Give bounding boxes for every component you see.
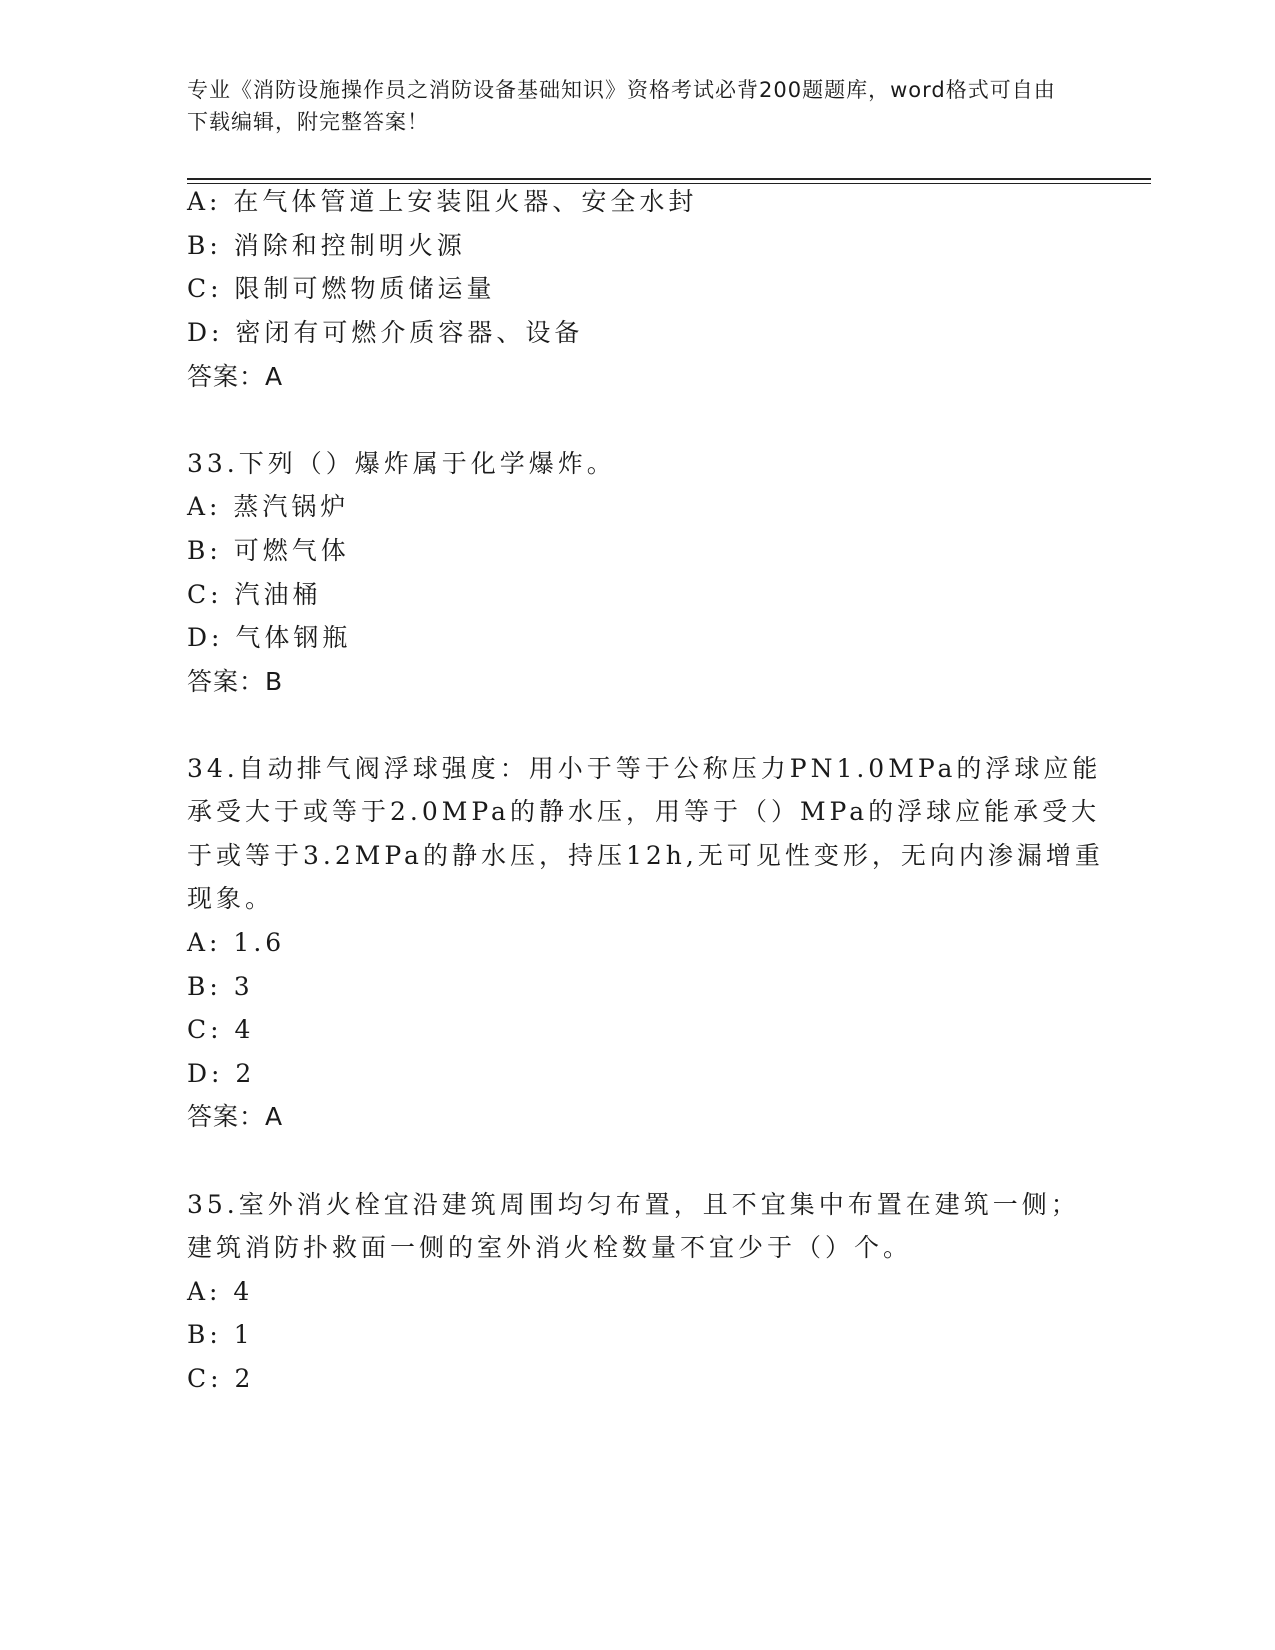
q35-question-line-2: 建筑消防扑救面一侧的室外消火栓数量不宜少于（）个。 [187, 1233, 913, 1262]
q33-answer: 答案：B [187, 667, 284, 696]
q32-option-d: D: 密闭有可燃介质容器、设备 [187, 318, 584, 347]
q32-option-c: C: 限制可燃物质储运量 [187, 274, 496, 303]
q34-answer: 答案：A [187, 1102, 284, 1131]
q33-option-c: C: 汽油桶 [187, 580, 322, 609]
header-divider-thick [187, 178, 1151, 180]
q32-answer: 答案：A [187, 362, 284, 391]
q33-option-b: B: 可燃气体 [187, 536, 350, 565]
q34-question-line-1: 34.自动排气阀浮球强度：用小于等于公称压力PN1.0MPa的浮球应能 [187, 754, 1102, 783]
q34-question-line-4: 现象。 [187, 884, 275, 913]
q34-option-c: C: 4 [187, 1015, 255, 1044]
header-divider-thin [187, 183, 1151, 184]
q35-option-c: C: 2 [187, 1364, 255, 1393]
q35-question-line-1: 35.室外消火栓宜沿建筑周围均匀布置，且不宜集中布置在建筑一侧； [187, 1190, 1080, 1219]
q35-option-b: B: 1 [187, 1320, 254, 1349]
q34-question-line-2: 承受大于或等于2.0MPa的静水压，用等于（）MPa的浮球应能承受大 [187, 797, 1101, 826]
q35-option-a: A: 4 [187, 1277, 254, 1306]
document-header: 专业《消防设施操作员之消防设备基础知识》资格考试必背200题题库，word格式可自由下载编辑，附完整答案！ [187, 78, 1056, 134]
q32-option-a: A: 在气体管道上安装阻火器、安全水封 [187, 187, 698, 216]
q34-option-b: B: 3 [187, 972, 254, 1001]
q32-option-b: B: 消除和控制明火源 [187, 231, 466, 260]
q34-option-a: A: 1.6 [187, 928, 286, 957]
q34-question-line-3: 于或等于3.2MPa的静水压，持压12h,无可见性变形，无向内渗漏增重 [187, 841, 1104, 870]
q33-option-d: D: 气体钢瓶 [187, 623, 352, 652]
q34-option-d: D: 2 [187, 1059, 256, 1088]
q33-option-a: A: 蒸汽锅炉 [187, 492, 350, 521]
q33-question: 33.下列（）爆炸属于化学爆炸。 [187, 449, 616, 478]
